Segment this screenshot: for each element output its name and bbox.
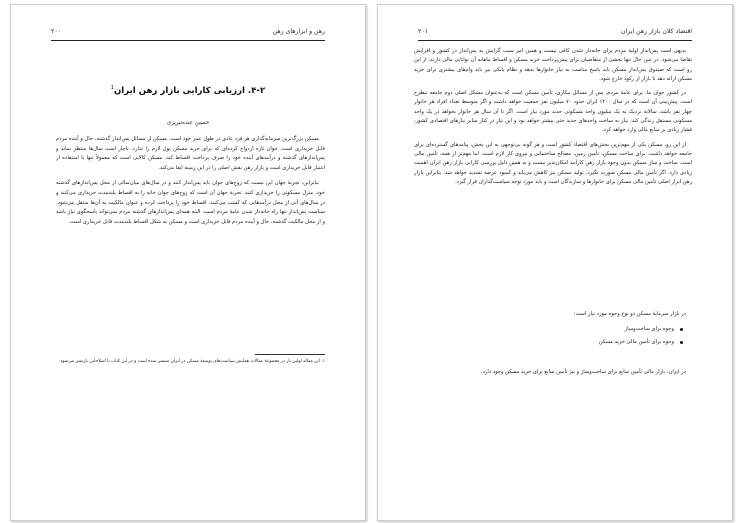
bullet-dot-icon	[680, 341, 683, 344]
list-item	[414, 323, 674, 336]
left-page	[10, 4, 366, 521]
list-item-text: وجوه برای تأمین مالی خرید مسکن	[598, 339, 674, 345]
right-running-title: اقتصاد کلان بازار رهن ایران	[621, 28, 692, 35]
right-page-number: ۲۰۱	[418, 28, 428, 35]
bullet-list	[414, 323, 692, 349]
bullet-dot-icon	[680, 328, 683, 331]
paragraph: در کشور جوان ما، برای عامهٔ مردم، پس از مسائل بیکاری، تأمین مسکن است که به‌عنوان مشکل اصلی دوم جامعه مطرح است. پیش‌بینی آن است که در سال ۱۴۰۰ ایران حدود ۷۰ میلیون نفر جمعیت خواهد داشت و اگر متوسط تعداد افراد هر خانوار چهار نفر باشد، سالانه نزدیک به یک میلیون واحد مسکونی جدید مورد نیاز است. اگر تا آن سال هر خانوار بخواهد در یک واحد مسکونی مستقل زندگی کند، نیاز به ساخت واحدهای جدید حتی بیشتر خواهد بود و این نیاز در کنار سایر نیازهای اقتصادی کشور، فشار زیادی بر منابع مالی وارد خواهد کرد.	[414, 90, 692, 134]
right-page-header	[418, 26, 692, 41]
paragraph: بدیهی است پس‌انداز اولیهٔ مردم برای خانه‌دار شدن کافی نیست و همین امر سبب گرایش به پس‌انداز در کشور و افزایش تقاضا می‌شود. در عین حال تنها بخشی از متقاضیان برای پیش‌پرداخت خرید مسکن و اقساط ماهانه آن توانایی مالی دارند، از این رو است که صندوق پس‌انداز مسکن باید پاسخ مناسب به نیاز خانوارها بدهد و نظام بانکی نیز باید وام‌های بیشتری برای خرید مسکن ارائه دهد تا بازار از رکود خارج شود.	[414, 48, 692, 82]
list-item-text: وجوه برای ساخت‌وساز	[624, 326, 674, 332]
footnote: ۱. این مقاله اولین بار در مجموعهٔ مقالات همایش سیاست‌های توسعهٔ مسکن در ایران منتشر شده است و در این کتاب با اصلاحاتی بازنشر می‌شود.	[58, 359, 325, 364]
chapter-title	[51, 85, 325, 96]
paragraph: مسکن بزرگ‌ترین سرمایه‌گذاری هر فرد عادی در طول عمر خود است. مسکن از مسائل پس‌انداز گذشته، حال و آینده مردم قابل خریداری است. جوان تازه ازدواج کرده‌ای که برای خرید مسکن پول لازم را ندارد، ناچار است سال‌ها منتظر بماند و پس‌اندازهای گذشته و درآمدهای آینده خود را صرف پرداخت اقساط کند. مسکن کالایی است که معمولاً تنها با استفاده از اعتبار قابل خریداری است و بازار رهن نقش اصلی را در این زمینه ایفا می‌کند.	[56, 136, 325, 171]
chapter-footnote-mark: 1	[110, 85, 114, 91]
chapter-title-text: ۴-۲. ارزیابی کارایی بازار رهن ایران	[113, 85, 266, 96]
paragraph: از این رو، مسکن یکی از مهم‌ترین بخش‌های اقتصاد کشور است و هر گونه بی‌توجهی به این بخش، پیامدهای گسترده‌ای برای جامعه خواهد داشت. برای ساخت مسکن، تأمین زمین، مصالح ساختمانی و نیروی کار لازم است، اما مهم‌تر از همه، تأمین مالی است. ساخت و ساز مسکن بدون وجود بازار رهن کارآمد امکان‌پذیر نیست و به همین دلیل بررسی کارایی بازار رهن ایران اهمیت زیادی دارد. اگر تأمین مالی مسکن صورت نگیرد، تولید مسکن نیز کاهش می‌یابد و کمبود عرضه تشدید خواهد شد، بنابراین بازار رهن ابزار اصلی تأمین مالی مسکن برای خانوارها و سازندگان است و باید مورد توجه سیاست‌گذاران قرار گیرد.	[414, 141, 692, 185]
footnote-divider	[255, 354, 325, 355]
list-intro: در بازار سرمایهٔ مسکن دو نوع وجوه مورد نیاز است:	[573, 311, 686, 317]
list-item	[414, 336, 674, 349]
left-body-text	[56, 135, 325, 340]
paragraph: بنابراین، تجربهٔ جهان این نیست که زوج‌های جوان باید پس‌انداز کنند و در سال‌های میان‌سالی از محل پس‌اندازهای گذشته خود، منزل مسکونی را خریداری کنند. تجربهٔ جهان آن است که زوج‌های جوان خانه را به اقساط بلندمدت خریداری می‌کنند و در سال‌های آتی از محل درآمدهایی که کسب می‌کنند، اقساط خود را پرداخت کرده و عنوان مالکیت به آن‌ها منتقل می‌شود. سیاست پس‌انداز تنها راه خانه‌دار شدن عامهٔ مردم است، البته همه‌ای پس‌اندازهای گذشته مردم نمی‌تواند پاسخگوی نیاز باشد و از محل مالکیت گذشته، حال و آینده مردم قابل خریداری است و مسکن به شکل اقساط بلندمدت قابل خریداری است.	[56, 180, 325, 225]
author-name: حسین عبده‌تبریزی	[166, 120, 210, 126]
right-body-text	[414, 47, 692, 297]
closing-paragraph: در ایران، بازار مالی تأمین منابع برای ساخت‌وساز و نیز تأمین منابع برای خرید مسکن وجود دارد.	[480, 369, 686, 375]
left-page-header	[51, 26, 325, 41]
right-page	[377, 4, 733, 521]
left-running-title: رهن و ابزارهای رهن	[272, 28, 325, 35]
left-page-number: ۲۰۰	[51, 28, 61, 35]
